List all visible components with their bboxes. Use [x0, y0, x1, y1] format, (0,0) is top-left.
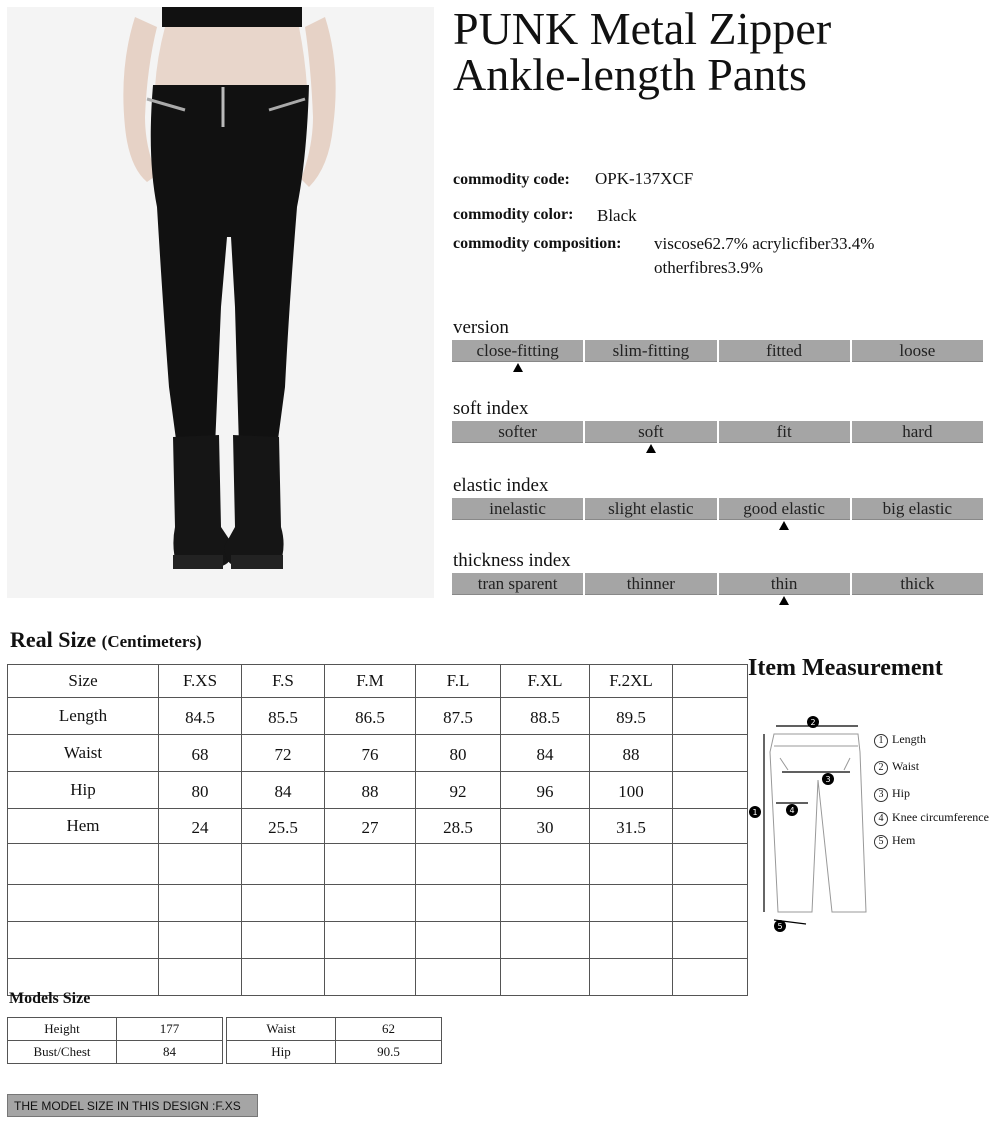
size-table-cell: F.2XL [590, 665, 673, 698]
models-size-cell: 177 [117, 1018, 223, 1041]
legend-label: Hip [892, 786, 910, 800]
models-size-heading: Models Size [9, 990, 91, 1007]
scale-row [452, 421, 983, 443]
scale-option [852, 340, 983, 362]
size-table-cell [590, 922, 673, 959]
models-size-cell: 90.5 [336, 1041, 442, 1064]
scale-option-label: thin [770, 574, 798, 593]
scale-option [585, 421, 716, 443]
size-table-cell: 28.5 [416, 809, 501, 844]
size-table-cell: 92 [416, 772, 501, 809]
size-table-cell [8, 922, 159, 959]
commodity-composition [453, 234, 875, 277]
scale-option [585, 573, 716, 595]
models-size-cell: 84 [117, 1041, 223, 1064]
size-table-cell: 30 [501, 809, 590, 844]
scale-option-label: loose [899, 341, 936, 360]
size-table-cell: 85.5 [242, 698, 325, 735]
size-table-row [8, 809, 748, 844]
models-size-cell: 62 [336, 1018, 442, 1041]
commodity-code [453, 169, 694, 189]
size-table-cell: 68 [159, 735, 242, 772]
size-table-cell [416, 922, 501, 959]
scale-label: version [453, 317, 509, 338]
size-table-cell: Length [8, 698, 159, 735]
size-table-cell [501, 885, 590, 922]
legend-item [874, 833, 915, 849]
models-size-cell: Waist [227, 1018, 336, 1041]
size-table-cell [673, 698, 748, 735]
models-size-cell: Bust/Chest [8, 1041, 117, 1064]
size-table-cell [416, 844, 501, 885]
scale-row [452, 573, 983, 595]
commodity-composition-line2: otherfibres3.9% [654, 258, 764, 277]
size-table-cell [590, 885, 673, 922]
size-table-row [8, 844, 748, 885]
scale-option-label: slight elastic [608, 499, 694, 518]
size-table-row [8, 885, 748, 922]
product-photo [7, 7, 434, 598]
product-title [453, 3, 993, 100]
scale-row [452, 498, 983, 520]
size-table-cell: 86.5 [325, 698, 416, 735]
legend-item [874, 810, 989, 826]
scale-option [719, 421, 850, 443]
scale-option-label: thinner [626, 574, 675, 593]
size-table-cell: 80 [159, 772, 242, 809]
legend-label: Waist [892, 759, 920, 773]
real-size-unit: (Centimeters) [101, 632, 202, 651]
scale-option-label: close-fitting [476, 341, 559, 360]
size-table-cell [159, 844, 242, 885]
scale-option [452, 421, 583, 443]
size-table-cell [242, 885, 325, 922]
scale-option-label: fit [776, 422, 792, 441]
legend-number-icon: 4 [874, 812, 888, 826]
size-table-cell: 88 [590, 735, 673, 772]
size-table-cell [501, 844, 590, 885]
size-table-cell: 24 [159, 809, 242, 844]
commodity-color [453, 206, 637, 225]
product-title-line1: PUNK Metal Zipper [453, 3, 832, 54]
size-table-cell: F.XS [159, 665, 242, 698]
size-table-cell: Waist [8, 735, 159, 772]
size-table-cell: 96 [501, 772, 590, 809]
models-size-cell: Height [8, 1018, 117, 1041]
selected-marker-icon [779, 521, 789, 530]
legend-label: Knee circumference [892, 810, 989, 824]
scale-label: soft index [453, 398, 529, 419]
commodity-color-label: commodity color: [453, 206, 574, 223]
svg-text:1: 1 [752, 808, 758, 817]
commodity-composition-line1: viscose62.7% acrylicfiber33.4% [654, 234, 875, 253]
models-size-row [8, 1018, 223, 1041]
size-table-cell: 87.5 [416, 698, 501, 735]
size-table-cell: Hem [8, 809, 159, 844]
models-size-row [227, 1041, 442, 1064]
scale-option-label: thick [900, 574, 935, 593]
size-table-cell [673, 959, 748, 996]
scale-option-label: good elastic [743, 499, 825, 518]
scale-option [852, 498, 983, 520]
size-table-cell [159, 959, 242, 996]
scale-option [452, 498, 583, 520]
svg-text:4: 4 [789, 806, 795, 815]
models-size-table-left [7, 1017, 223, 1064]
size-table [7, 664, 748, 996]
legend-number-icon: 5 [874, 835, 888, 849]
scale-option [585, 340, 716, 362]
legend-item [874, 759, 919, 775]
size-table-cell [416, 885, 501, 922]
models-size-row [8, 1041, 223, 1064]
scale-option-label: softer [498, 422, 537, 441]
size-table-cell [673, 772, 748, 809]
real-size-title: Real Size [10, 627, 97, 652]
size-table-cell [325, 844, 416, 885]
size-table-row [8, 772, 748, 809]
legend-item [874, 786, 910, 802]
size-table-cell: 88 [325, 772, 416, 809]
scale-option [719, 498, 850, 520]
size-table-cell [673, 809, 748, 844]
scale-option-label: slim-fitting [612, 341, 690, 360]
scale-label: thickness index [453, 550, 571, 571]
size-table-cell [242, 844, 325, 885]
commodity-code-value: OPK-137XCF [595, 169, 694, 188]
legend-number-icon: 1 [874, 734, 888, 748]
commodity-code-label: commodity code: [453, 171, 570, 188]
selected-marker-icon [646, 444, 656, 453]
size-table-cell [673, 922, 748, 959]
size-table-cell [416, 959, 501, 996]
size-table-cell [8, 885, 159, 922]
models-size-cell: Hip [227, 1041, 336, 1064]
size-table-cell: 25.5 [242, 809, 325, 844]
size-table-cell: 27 [325, 809, 416, 844]
scale-option [585, 498, 716, 520]
size-table-cell: F.M [325, 665, 416, 698]
scale-option-label: fitted [766, 341, 803, 360]
legend-label: Hem [892, 833, 916, 847]
scale-option-label: hard [902, 422, 933, 441]
scale-option [719, 340, 850, 362]
scale-option [852, 573, 983, 595]
size-table-cell [590, 959, 673, 996]
svg-text:5: 5 [777, 922, 783, 931]
size-table-cell: 84.5 [159, 698, 242, 735]
size-table-cell [325, 959, 416, 996]
size-table-cell: 80 [416, 735, 501, 772]
scale-option [452, 340, 583, 362]
size-table-cell: 84 [242, 772, 325, 809]
size-table-cell: 76 [325, 735, 416, 772]
size-table-cell [673, 735, 748, 772]
scale-option-label: tran sparent [477, 574, 558, 593]
scale-option [719, 573, 850, 595]
size-table-cell: F.S [242, 665, 325, 698]
size-table-cell: F.XL [501, 665, 590, 698]
svg-text:3: 3 [825, 775, 831, 784]
product-title-line2: Ankle-length Pants [453, 49, 807, 100]
commodity-composition-label: commodity composition: [453, 235, 622, 252]
scale-option-label: big elastic [882, 499, 953, 518]
scale-option [452, 573, 583, 595]
legend-number-icon: 2 [874, 761, 888, 775]
size-table-cell [673, 665, 748, 698]
size-table-cell: 100 [590, 772, 673, 809]
size-table-header [8, 665, 748, 698]
scale-row [452, 340, 983, 362]
size-table-cell [673, 844, 748, 885]
size-table-cell: 72 [242, 735, 325, 772]
size-table-cell [325, 885, 416, 922]
svg-text:2: 2 [810, 718, 816, 727]
size-table-row [8, 922, 748, 959]
selected-marker-icon [779, 596, 789, 605]
size-table-cell: Hip [8, 772, 159, 809]
size-table-cell [8, 844, 159, 885]
selected-marker-icon [513, 363, 523, 372]
size-table-cell: 84 [501, 735, 590, 772]
legend-number-icon: 3 [874, 788, 888, 802]
item-measurement-title: Item Measurement [748, 655, 943, 681]
models-size-table-right [226, 1017, 442, 1064]
model-size-note: THE MODEL SIZE IN THIS DESIGN :F.XS [7, 1094, 258, 1117]
size-table-row [8, 698, 748, 735]
scale-option [852, 421, 983, 443]
size-table-cell [159, 922, 242, 959]
size-table-cell [242, 959, 325, 996]
scale-label: elastic index [453, 475, 549, 496]
size-table-cell: 89.5 [590, 698, 673, 735]
scale-option-label: soft [638, 422, 664, 441]
commodity-color-value: Black [597, 206, 637, 225]
models-size-row [227, 1018, 442, 1041]
size-table-cell [501, 922, 590, 959]
size-table-cell: 31.5 [590, 809, 673, 844]
size-table-cell [242, 922, 325, 959]
size-table-cell [159, 885, 242, 922]
size-table-row [8, 735, 748, 772]
size-table-cell: 88.5 [501, 698, 590, 735]
size-table-cell [673, 885, 748, 922]
legend-item [874, 732, 926, 748]
pants-diagram [746, 712, 872, 934]
real-size-heading [10, 627, 202, 653]
size-table-row [8, 959, 748, 996]
size-table-cell [501, 959, 590, 996]
size-table-cell [325, 922, 416, 959]
size-table-cell [590, 844, 673, 885]
size-table-cell: Size [8, 665, 159, 698]
legend-label: Length [892, 732, 926, 746]
size-table-cell: F.L [416, 665, 501, 698]
scale-option-label: inelastic [489, 499, 546, 518]
